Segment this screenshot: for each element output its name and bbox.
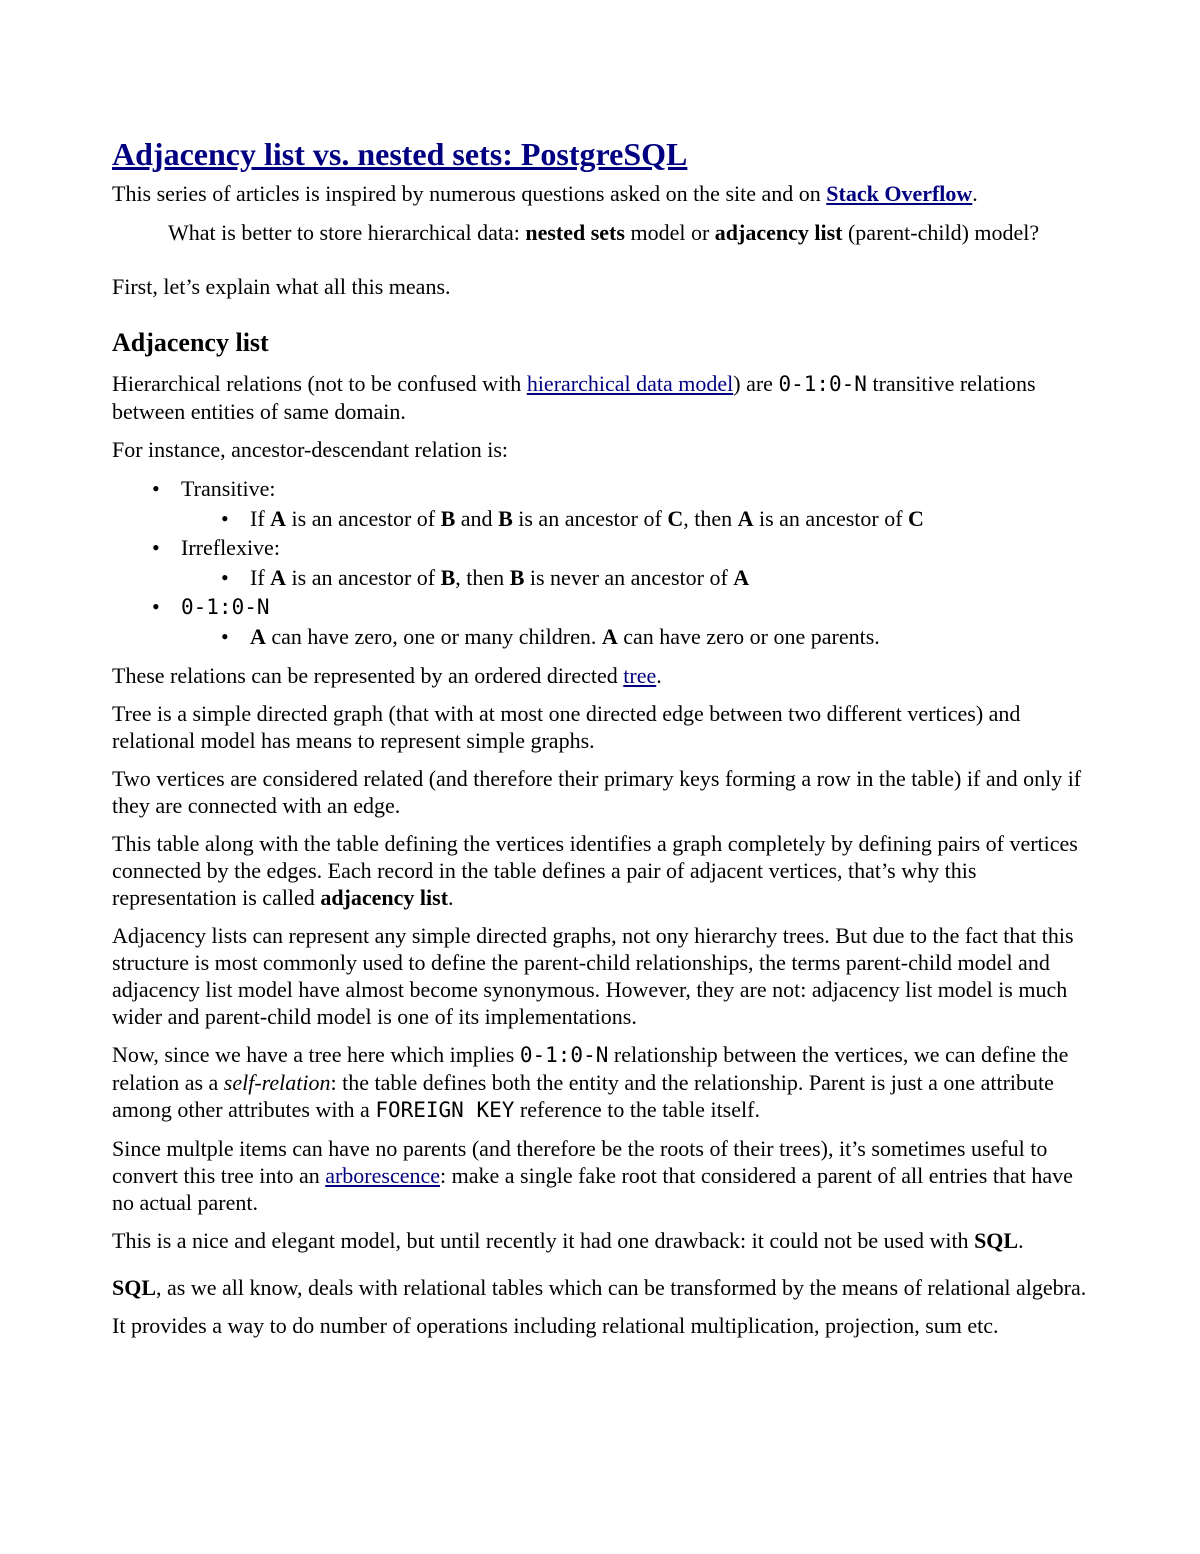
paragraph-sql: SQL, as we all know, deals with relational tables which can be transformed by the means of relational algebra. [112, 1275, 1087, 1300]
list-item-cardinality [112, 592, 1092, 651]
quote-bold-nested-sets: nested sets [525, 220, 625, 245]
quote-text: (parent-child) model? [842, 220, 1040, 245]
quote-text: model or [624, 220, 715, 245]
list-item-label: 0-1:0-N [181, 595, 270, 619]
relation-properties-list [112, 474, 1092, 651]
intro-end: . [972, 181, 978, 206]
paragraph-hierarchical [112, 370, 1092, 425]
paragraph-adjacency-lists: Adjacency lists can represent any simple directed graphs, not ony hierarchy trees. But due to the fact that this structure is most commonly used to define the parent-child relationships, the terms parent-child model and adjacency list model have almost become synonymous. However, they are not: adjacency list model is much wider and parent-child model is one of its implementations. [112, 923, 1074, 1029]
paragraph-tree: These relations can be represented by an ordered directed tree. [112, 663, 662, 688]
list-item: • A can have zero, one or many children. A can have zero or one parents. [181, 622, 1092, 651]
list-item-label: Irreflexive: [181, 535, 280, 560]
sublist [181, 504, 1092, 533]
paragraph-operations: It provides a way to do number of operations including relational multiplication, projection, sum etc. [112, 1313, 999, 1338]
page-title-link[interactable]: Adjacency list vs. nested sets: PostgreSQL [112, 136, 688, 172]
quote-bold-adjacency-list: adjacency list [714, 220, 843, 245]
arborescence-link[interactable]: arborescence [325, 1163, 441, 1188]
text: ) are [733, 371, 779, 396]
stack-overflow-link[interactable]: Stack Overflow [826, 181, 973, 206]
intro-text: This series of articles is inspired by numerous questions asked on the site and on [112, 181, 827, 206]
paragraph-arborescence: Since multple items can have no parents (and therefore be the roots of their trees), it’s sometimes useful to convert this tree into an arborescence: make a single fake root that considered a parent of all entries that have no actual parent. [112, 1136, 1073, 1215]
sublist [181, 622, 1092, 651]
text: Hierarchical relations (not to be confused with [112, 371, 527, 396]
quote-text: What is better to store hierarchical data: [168, 220, 526, 245]
paragraph-instance: For instance, ancestor-descendant relation is: [112, 437, 509, 462]
paragraph-drawback: This is a nice and elegant model, but until recently it had one drawback: it could not be used with SQL. [112, 1228, 1024, 1253]
article [112, 132, 1092, 1350]
list-item-transitive [112, 474, 1092, 533]
section-heading: Adjacency list [112, 328, 269, 357]
code-cardinality: 0-1:0-N [519, 1043, 609, 1067]
page-title [112, 132, 1092, 176]
tree-link[interactable]: tree [623, 663, 657, 688]
first-paragraph: First, let’s explain what all this means. [112, 274, 451, 299]
intro-paragraph [112, 180, 1092, 207]
paragraph-simple-graph: Tree is a simple directed graph (that with at most one directed edge between two different vertices) and relational model has means to represent simple graphs. [112, 701, 1021, 753]
list-item: • If A is an ancestor of B, then B is never an ancestor of A [181, 563, 1092, 592]
hierarchical-data-model-link[interactable]: hierarchical data model [526, 371, 734, 396]
list-item-irreflexive [112, 533, 1092, 592]
paragraph-self-relation: Now, since we have a tree here which implies 0-1:0-N relationship between the vertices, we can define the relation as a self-relation: the table defines both the entity and the relationship. Parent is just a one attribute among other attributes with a FOREIGN KEY reference to the table itself. [112, 1042, 1069, 1122]
sublist [181, 563, 1092, 592]
paragraph-vertices: Two vertices are considered related (and therefore their primary keys forming a row in the table) if and only if they are connected with an edge. [112, 766, 1082, 818]
text: transitive relations between entities of same domain. [112, 371, 1036, 424]
blockquote [168, 219, 1048, 246]
paragraph-table: This table along with the table defining the vertices identifies a graph completely by defining pairs of vertices connected by the edges. Each record in the table defines a pair of adjacent vertices, that’s why this representation is called adjacency list. [112, 831, 1078, 910]
code-foreign-key: FOREIGN KEY [375, 1098, 515, 1122]
list-item-label: Transitive: [181, 476, 276, 501]
code-cardinality: 0-1:0-N [778, 372, 867, 396]
list-item: • If A is an ancestor of B and B is an ancestor of C, then A is an ancestor of C [181, 504, 1092, 533]
